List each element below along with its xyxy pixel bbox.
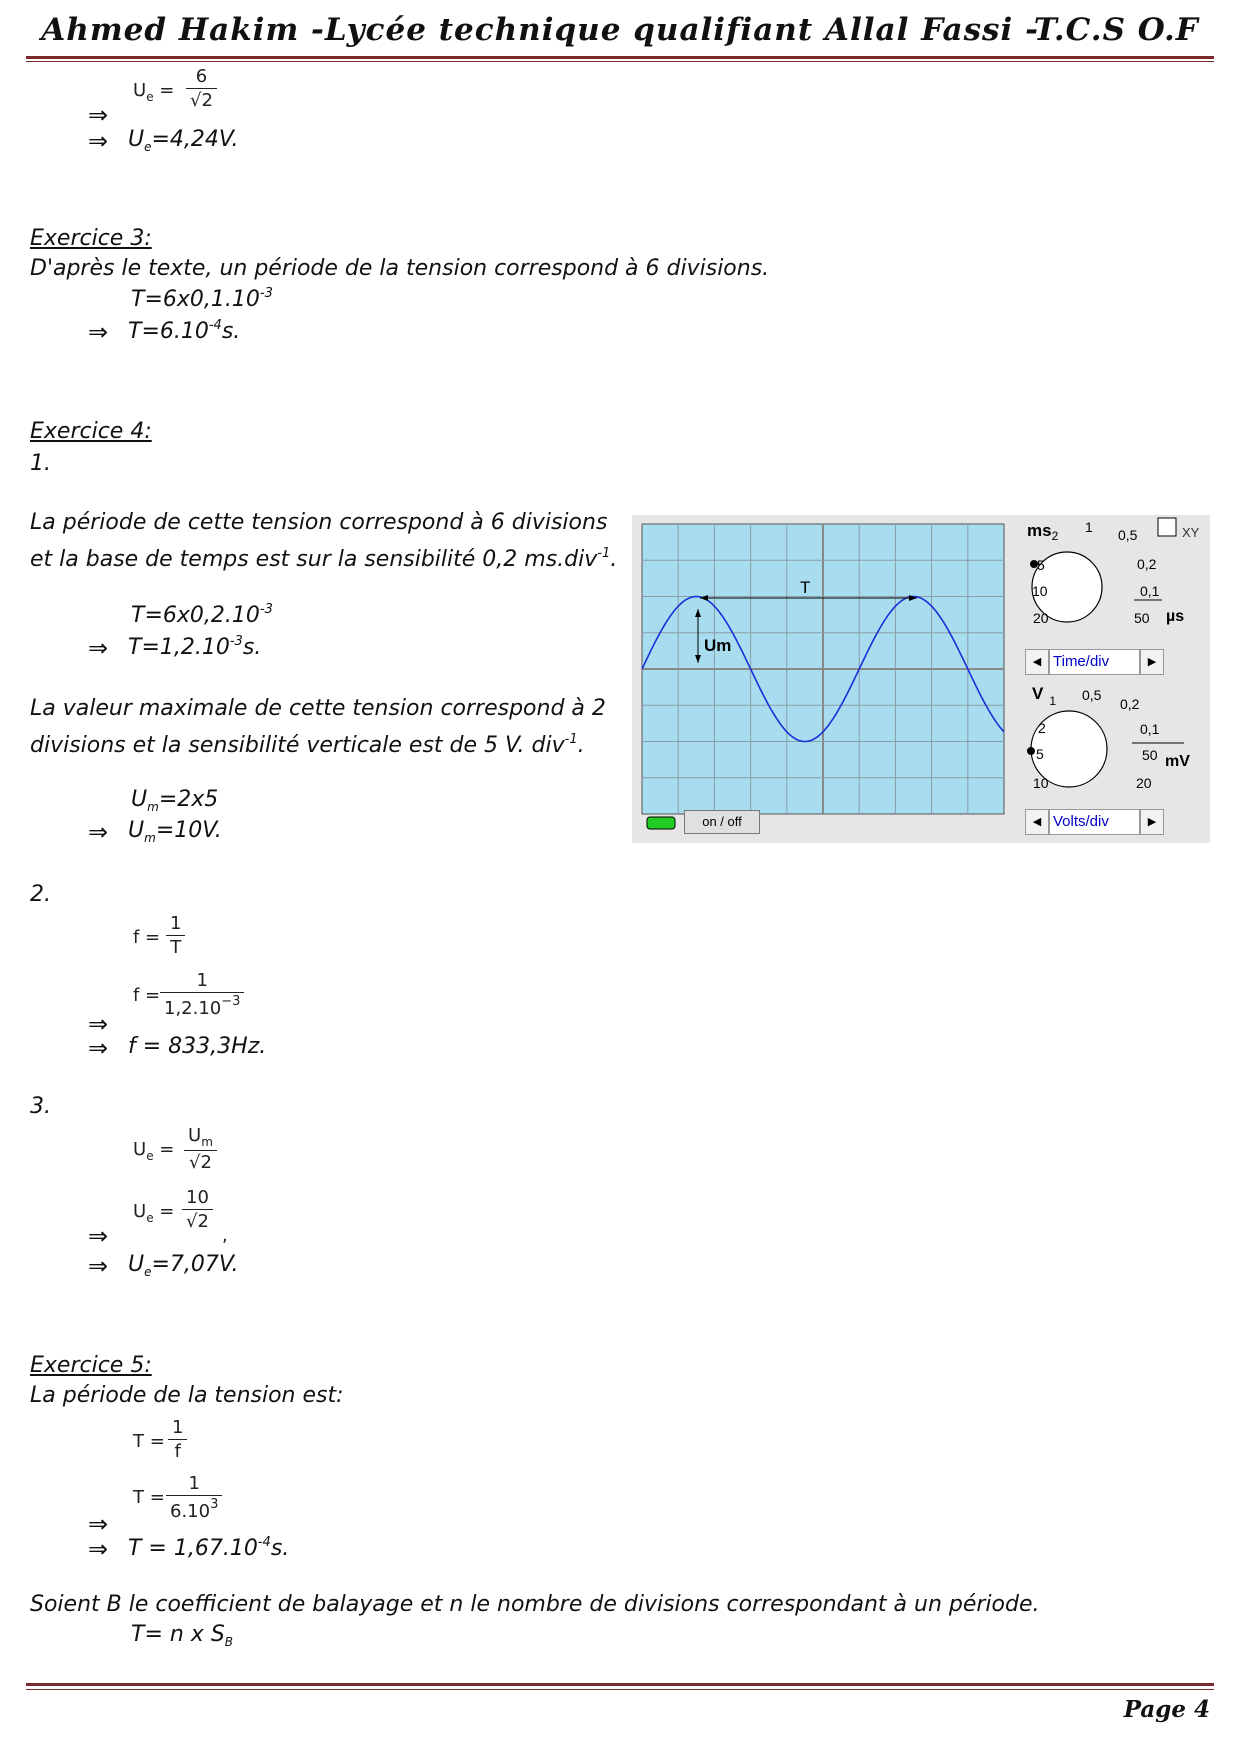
label-um: Um: [704, 636, 732, 655]
ex4-um-line: $U_m=2x5$: [131, 787, 219, 814]
ex4-q2: 2.: [30, 882, 51, 907]
ex5-t-result: $T = 1,67.10^{-4}s$.: [128, 1535, 290, 1561]
xy-checkbox[interactable]: [1158, 518, 1176, 536]
time-div-button[interactable]: Time/div: [1049, 649, 1140, 675]
footer-rule-thin: [26, 1689, 1214, 1690]
ex4-q1: 1.: [30, 451, 51, 476]
v-10: 10: [1033, 775, 1049, 791]
volts-left-button[interactable]: ◀: [1025, 809, 1049, 835]
ex3-result: $T=6.10^{-4}s$.: [128, 318, 241, 344]
header-rule-thin: [26, 61, 1214, 62]
ex4-title: Exercice 4:: [30, 419, 152, 444]
volts-right-button[interactable]: ▶: [1140, 809, 1164, 835]
volts-div-button[interactable]: Volts/div: [1049, 809, 1140, 835]
ex5-title: Exercice 5:: [30, 1353, 152, 1378]
ex4-para2: La valeur maximale de cette tension correspond à 2 divisions et la sensibilité verticale est de 5 V. div$^{-1}$.: [30, 696, 606, 758]
footer-rule: [26, 1683, 1214, 1686]
ex3-title: Exercice 3:: [30, 226, 152, 251]
oscilloscope-screen: [632, 515, 1210, 843]
ex4-para1: La période de cette tension correspond à 6 divisions et la base de temps est sur la sensibilité 0,2 ms.div$^{-1}$.: [30, 510, 618, 572]
t-20: 20: [1033, 610, 1049, 626]
oscilloscope-panel: T Um $ms_2$ 1 0,5 5 10 20 0,2 0,1 50 µs XY ◀ Time/div ▶ V $_1$ 0,5 0,2 2 5 10 0,1 50 mV 20 ◀ Volts/div ▶ on / off: [632, 515, 1210, 843]
v-02: 0,2: [1120, 696, 1140, 712]
ex4-f-result: f = 833,3Hz.: [128, 1034, 267, 1059]
v-20: 20: [1136, 775, 1152, 791]
label-period: T: [800, 578, 811, 597]
t-10: 10: [1032, 583, 1048, 599]
v-01: 0,1: [1140, 721, 1160, 737]
header-rule: [26, 56, 1214, 59]
ex3-text: D'après le texte, un période de la tension correspond à 6 divisions.: [30, 256, 770, 281]
t-50: 50: [1134, 610, 1150, 626]
ex5-text2: Soient B le coefficient de balayage et n le nombre de divisions correspondant à un période.: [30, 1592, 1040, 1617]
v-50: 50: [1142, 747, 1158, 763]
v-label: V: [1032, 684, 1044, 703]
ex4-q3: 3.: [30, 1094, 51, 1119]
ex3-line1: $T=6x0,1.10^{-3}$: [131, 286, 273, 312]
page-header-title: Ahmed Hakim -Lycée technique qualifiant Allal Fassi -T.C.S O.F: [41, 12, 1199, 48]
t-05: 0,5: [1118, 527, 1138, 543]
ex5-last-line: T= n x $S_B$: [131, 1622, 234, 1649]
t-02: 0,2: [1137, 556, 1157, 572]
power-led: [647, 817, 675, 829]
t-1: 1: [1085, 519, 1093, 535]
v-5: 5: [1036, 746, 1044, 762]
ms-label: ms: [1027, 521, 1052, 540]
t-01: 0,1: [1140, 583, 1160, 599]
time-right-button[interactable]: ▶: [1140, 649, 1164, 675]
mv-label: mV: [1165, 753, 1190, 770]
ex5-text: La période de la tension est:: [30, 1383, 344, 1408]
us-label: µs: [1166, 608, 1185, 625]
time-left-button[interactable]: ◀: [1025, 649, 1049, 675]
ex4-t-result: $T=1,2.10^{-3}s$.: [128, 634, 262, 660]
v-2: 2: [1038, 720, 1046, 736]
ex4-t-line: $T=6x0,2.10^{-3}$: [131, 602, 273, 628]
v-05: 0,5: [1082, 687, 1102, 703]
t-5: 5: [1037, 557, 1045, 573]
page-number: Page 4: [1123, 1696, 1210, 1723]
ex4-um-result: $U_m=10V$.: [128, 818, 222, 845]
xy-label: XY: [1182, 525, 1200, 540]
on-off-button[interactable]: on / off: [684, 810, 760, 834]
ex4-ue-result: =7,07V.: [151, 1252, 239, 1277]
